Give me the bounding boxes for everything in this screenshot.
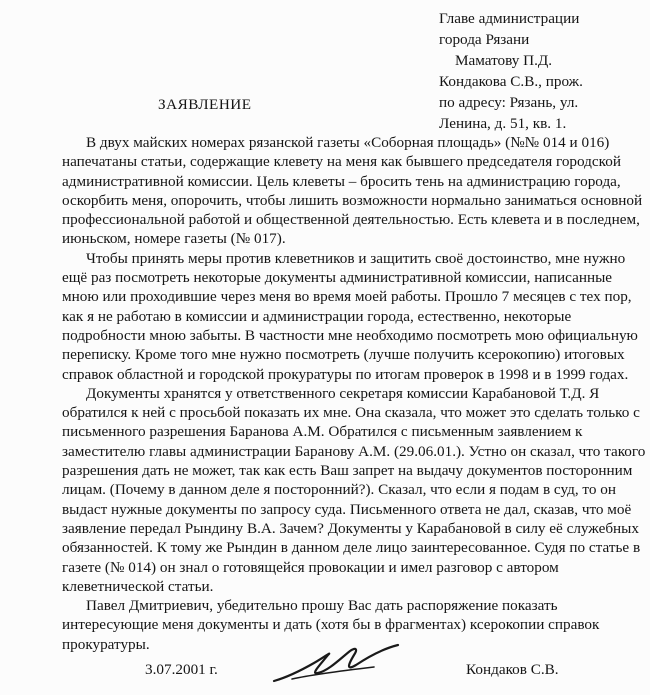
text-line: лицам. (Почему в данном деле я посторонний?). Сказал, что если я подам в суд, то он: [62, 481, 616, 499]
text-line: обязанностей. К тому же Рындин в данном деле лицо заинтересованное. Судя по статье в: [62, 539, 641, 557]
text-line: профессиональной работой и общественной деятельностью. Есть клевета и в последнем,: [62, 211, 640, 229]
text-line: оскорбить меня, опорочить, чтобы лишить возможности нормально заниматься основной: [62, 191, 643, 209]
text-line: ещё раз посмотреть некоторые документы административной комиссии, написанные: [62, 269, 613, 287]
paragraph: [62, 133, 642, 249]
text-line: Чтобы принять меры против клеветников и защитить своё достоинство, мне нужно: [86, 249, 626, 267]
text-line: выдаст нужные документы по запросу суда. Письменного ответа не дал, сказав, что моё: [62, 500, 632, 518]
document-date: 3.07.2001 г.: [145, 661, 218, 678]
document-title: ЗАЯВЛЕНИЕ: [158, 96, 252, 113]
handwritten-signature: [270, 641, 420, 693]
text-line: справок областной и городской прокуратуры по итогам проверок в 1998 и в 1999 годах.: [62, 365, 629, 383]
text-line: газете (№ 014) он знал о готовящейся провокации и имел разговор с автором: [62, 558, 559, 576]
text-line: разрешения дать не может, так как есть Ваш запрет на выдачу документов посторонним: [62, 462, 633, 480]
paragraph: [62, 249, 642, 384]
text-line: июньском, номере газеты (№ 017).: [62, 230, 286, 248]
signature-row: [0, 657, 650, 695]
text-line: Павел Дмитриевич, убедительно прошу Вас дать распоряжение показать: [86, 597, 558, 615]
author-name: Кондаков С.В.: [466, 661, 559, 678]
addressee-line: Главе администрации: [439, 10, 580, 27]
text-line: подробности мною забыты. В частности мне необходимо посмотреть мою официальную: [62, 326, 638, 344]
text-line: заявление передал Рындину В.А. Зачем? Документы у Карабановой в силу её служебных: [62, 519, 639, 537]
text-line: В двух майских номерах рязанской газеты «Соборная площадь» (№№ 014 и 016): [86, 134, 610, 151]
text-line: обратился к ней с просьбой показать их мне. Она сказала, что может это сделать только с: [62, 404, 640, 422]
addressee-line: Кондакова С.В., прож.: [439, 73, 583, 90]
addressee-line: города Рязани: [439, 31, 530, 48]
addressee-line: Ленина, д. 51, кв. 1.: [439, 115, 567, 132]
addressee-line: по адресу: Рязань, ул.: [439, 94, 579, 111]
text-line: Документы хранятся у ответственного секретаря комиссии Карабановой Т.Д. Я: [86, 384, 600, 402]
text-line: заместителю главы администрации Баранову А.М. (29.06.01.). Устно он сказал, что такого: [62, 442, 646, 460]
addressee-block: [439, 8, 583, 134]
text-line: письменного разрешения Баранова А.М. Обратился с письменным заявлением к: [62, 423, 583, 441]
text-line: мною или проходившие через меня во время моей работы. Прошло 7 месяцев с тех пор,: [62, 288, 632, 306]
text-line: прокуратуры.: [62, 635, 150, 653]
addressee-line: Маматову П.Д.: [455, 52, 553, 69]
text-line: интересующие меня документы и дать (хотя бы в фрагментах) ксерокопии справок: [62, 616, 600, 634]
text-line: как я не работаю в комиссии и администрации города, естественно, некоторые: [62, 307, 572, 325]
text-line: переписку. Кроме того мне нужно посмотреть (лучше получить ксерокопию) итоговых: [62, 346, 625, 364]
text-line: клеветнической статьи.: [62, 577, 214, 595]
text-line: напечатаны статьи, содержащие клевету на меня как бывшего председателя городской: [62, 153, 621, 171]
paragraph: [62, 384, 646, 596]
document-body: [62, 133, 646, 654]
text-line: административной комиссии. Цель клеветы – бросить тень на администрацию города,: [62, 172, 621, 190]
